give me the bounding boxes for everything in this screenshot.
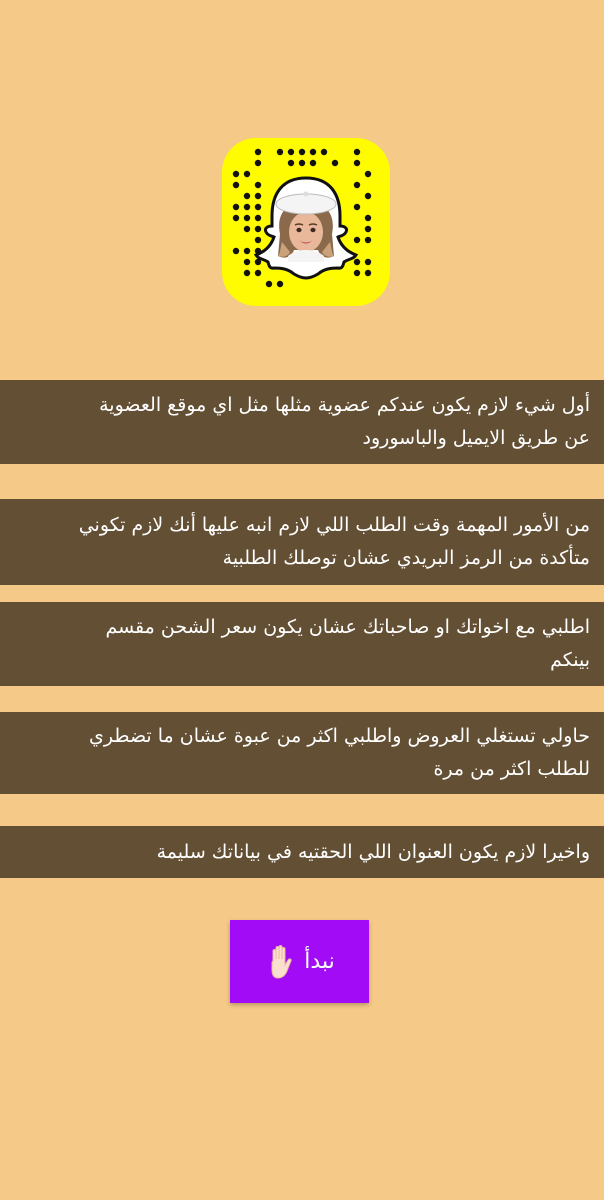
tip-4-line-1: حاولي تستغلي العروض واطلبي اكثر من عبوة عشان ما تضطري [89,725,590,747]
snapcode-dot [310,160,316,166]
snapcode-dot [255,270,261,276]
snapcode-dot [288,149,294,155]
snapcode-dot [255,226,261,232]
snapcode-dot [244,259,250,265]
snapcode-dot [233,204,239,210]
snapcode-dot [255,204,261,210]
tip-1-line-1: أول شيء لازم يكون عندكم عضوية مثلها مثل اي موقع العضوية [99,394,590,416]
snapcode-dot [365,193,371,199]
snapcode-dot [255,182,261,188]
tip-banner-4 [0,712,604,794]
tip-2-line-2: متأكدة من الرمز البريدي عشان توصلك الطلبية [222,547,590,569]
tip-2-line-1: من الأمور المهمة وقت الطلب اللي لازم انبه عليها أنك لازم تكوني [78,514,590,536]
tip-1-line-2: عن طريق الايميل والباسورود [362,427,590,449]
snapcode-dot [255,237,261,243]
snapcode-dot [244,226,250,232]
tip-5-line-1: واخيرا لازم يكون العنوان اللي الحقتيه في بياناتك سليمة [156,840,590,863]
tip-3-line-1: اطلبي مع اخواتك او صاحباتك عشان يكون سعر الشحن مقسم [105,616,590,638]
snapcode-dot [233,182,239,188]
snapcode-dot [288,160,294,166]
snapcode-dot [354,237,360,243]
snapcode-dot [354,259,360,265]
snapcode-dot [299,160,305,166]
snapcode-avatar-icon [222,138,390,306]
tip-3-line-2: بينكم [550,649,590,671]
snapcode-dot [365,171,371,177]
raised-hand-icon [264,943,298,981]
snapcode-dot [354,149,360,155]
snapcode-dot [255,160,261,166]
snapcode-dot [277,149,283,155]
tip-banner-3 [0,602,604,686]
snapcode-dot [354,270,360,276]
snapcode-dot [233,171,239,177]
snapcode[interactable] [222,138,390,306]
snapcode-dot [321,149,327,155]
snapcode-dot [244,248,250,254]
snapcode-dot [244,204,250,210]
snapcode-dot [255,149,261,155]
snapcode-dot [244,171,250,177]
snapcode-dot [365,226,371,232]
snapcode-dot [365,237,371,243]
snapcode-dot [310,149,316,155]
snapcode-dot [299,149,305,155]
snapcode-dot [255,193,261,199]
tip-banner-2 [0,499,604,585]
tip-4-line-2: للطلب اكثر من مرة [433,758,590,780]
snapcode-dot [244,215,250,221]
snapcode-dot [365,259,371,265]
snapcode-dot [332,160,338,166]
snapcode-dot [244,270,250,276]
snapcode-dot [233,215,239,221]
snapcode-dot [244,193,250,199]
snapcode-dot [354,182,360,188]
snapcode-dot [365,215,371,221]
start-button-label: نبدأ [304,949,335,974]
snapcode-dot [365,270,371,276]
tip-banner-5 [0,826,604,878]
snapcode-dot [255,215,261,221]
snapcode-dot [354,204,360,210]
snapcode-dot [354,160,360,166]
snapcode-dot [266,281,272,287]
start-button[interactable] [230,920,369,1003]
tip-banner-1 [0,380,604,464]
snapcode-dot [233,248,239,254]
snapcode-dot [277,281,283,287]
